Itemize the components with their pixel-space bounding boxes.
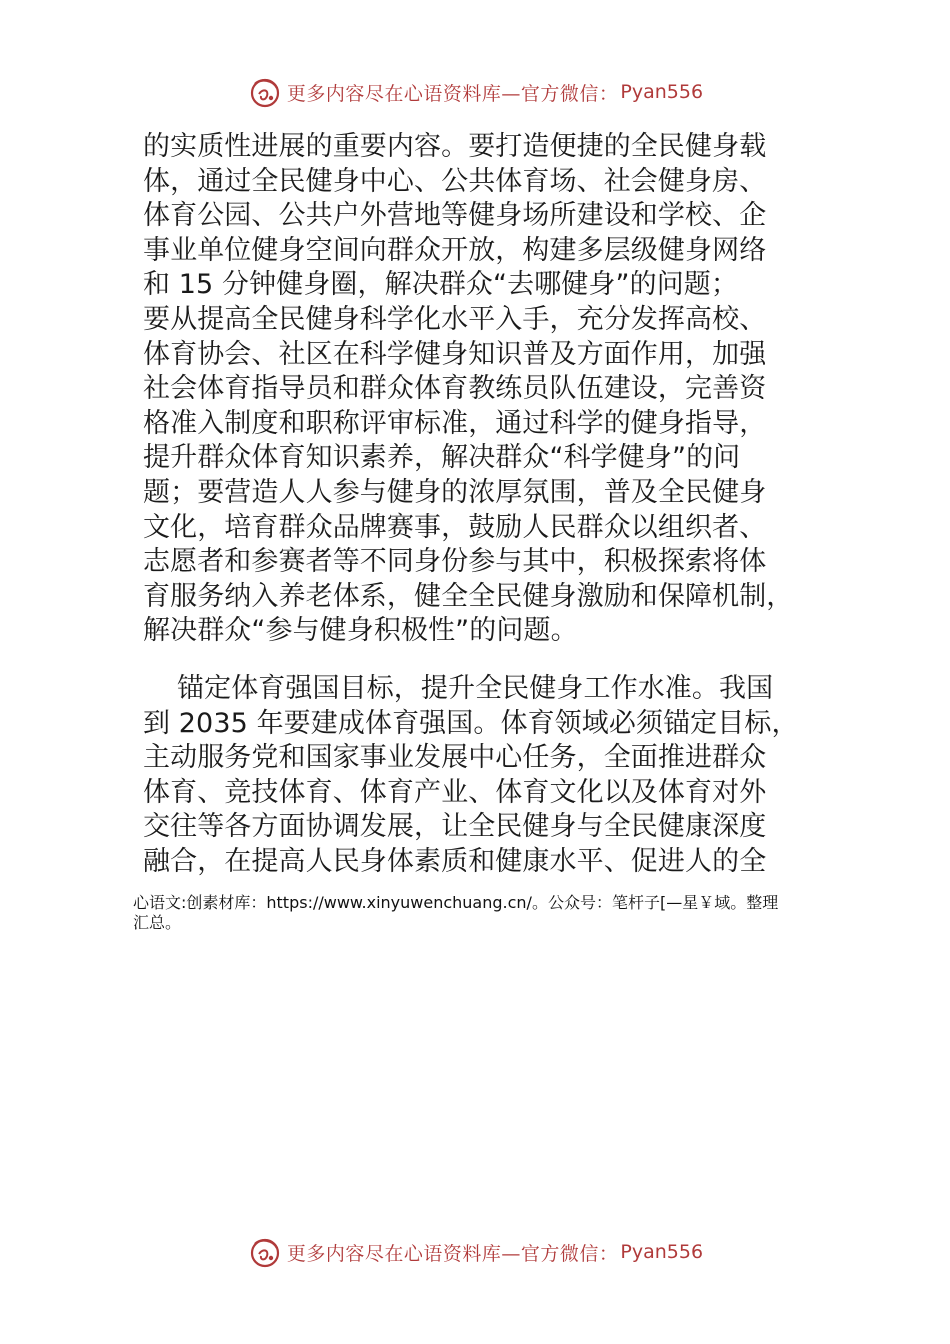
- text-line: 志愿者和参赛者等不同身份参与其中，积极探索将体: [143, 546, 767, 578]
- banner-wechat-id: Pyan556: [620, 81, 704, 103]
- text-line: 主动服务党和国家事业发展中心任务，全面推进群众: [143, 742, 767, 774]
- footer-banner: [0, 1232, 950, 1272]
- red-seal-logo-icon: [247, 1234, 283, 1270]
- text-line: 文化，培育群众品牌赛事，鼓励人民群众以组织者、: [143, 511, 767, 543]
- text-line: 格准入制度和职称评审标准，通过科学的健身指导，: [143, 407, 767, 439]
- text-line: 事业单位健身空间向群众开放，构建多层级健身网络: [143, 234, 767, 266]
- text-line: 解决群众“参与健身积极性”的问题。: [143, 615, 578, 647]
- text-line: 育服务纳入养老体系，健全全民健身激励和保障机制，: [143, 580, 794, 612]
- text-line: 提升群众体育知识素养，解决群众“科学健身”的问: [143, 442, 741, 474]
- text-line: 体育公园、公共户外营地等健身场所建设和学校、企: [143, 200, 767, 232]
- banner-text: 更多内容尽在心语资料库—官方微信：: [286, 1242, 619, 1265]
- text-line: 交往等各方面协调发展，让全民健身与全民健康深度: [143, 811, 767, 843]
- source-note-line: 汇总。: [133, 913, 182, 932]
- banner-text: 更多内容尽在心语资料库—官方微信：: [286, 82, 619, 105]
- text-line: 锚定体育强国目标，提升全民健身工作水准。我国: [177, 672, 774, 704]
- text-line: 题；要营造人人参与健身的浓厚氛围，普及全民健身: [143, 476, 767, 508]
- header-banner: [0, 72, 950, 112]
- text-line: 的实质性进展的重要内容。要打造便捷的全民健身载: [143, 131, 767, 162]
- red-seal-logo-icon: [247, 74, 283, 110]
- text-line: 到 2035 年要建成体育强国。体育领域必须锚定目标，: [143, 707, 799, 739]
- text-line: 体，通过全民健身中心、公共体育场、社会健身房、: [143, 165, 767, 197]
- document-body: [143, 130, 808, 879]
- source-note: [133, 893, 833, 933]
- paragraph-1: [143, 130, 808, 649]
- banner-wechat-id: Pyan556: [620, 1241, 704, 1263]
- source-note-line: 心语文:创素材库：https://www.xinyuwenchuang.cn/。公众号：笔杆子[—星￥域。整理: [133, 893, 779, 912]
- paragraph-2: [143, 672, 808, 880]
- text-line: 和 15 分钟健身圈，解决群众“去哪健身”的问题；: [143, 269, 738, 301]
- paragraph-gap: [143, 649, 808, 672]
- text-line: 体育、竞技体育、体育产业、体育文化以及体育对外: [143, 776, 767, 808]
- text-line: 社会体育指导员和群众体育教练员队伍建设，完善资: [143, 373, 767, 405]
- text-line: 体育协会、社区在科学健身知识普及方面作用，加强: [143, 338, 767, 370]
- text-line: 要从提高全民健身科学化水平入手，充分发挥高校、: [143, 303, 767, 335]
- text-line: 融合，在提高人民身体素质和健康水平、促进人的全: [143, 845, 767, 877]
